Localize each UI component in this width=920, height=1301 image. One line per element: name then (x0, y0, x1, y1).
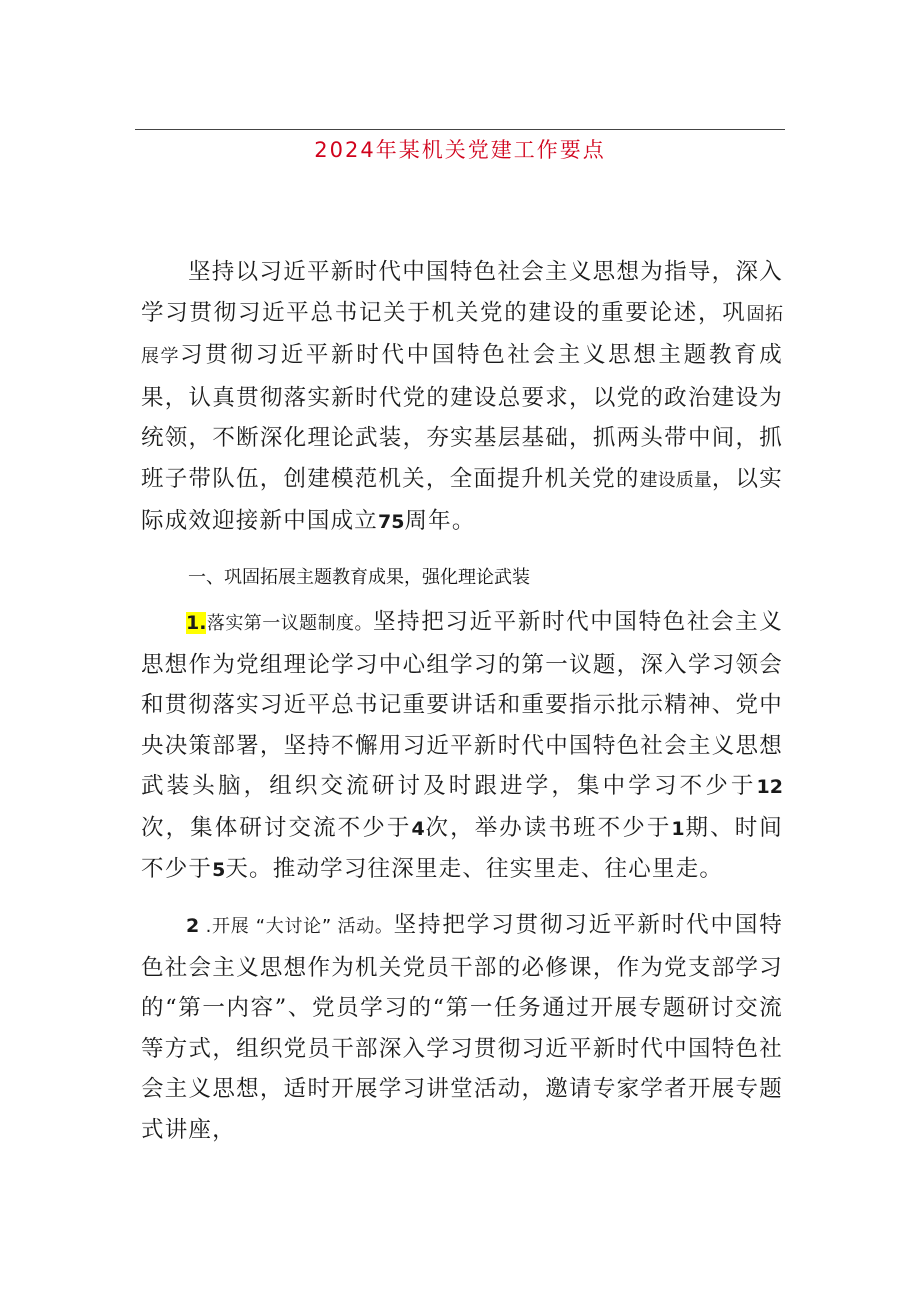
item-1-text-2: 次，集体研讨交流不少于 (141, 814, 412, 841)
item-1-text-5: 天。推动学习往深里走、往实里走、往心里走。 (225, 856, 724, 882)
intro-text-1: 坚持以习近平新时代中国特色社会主义思想为指导，深入学习贯彻习近平总书记关于机关党的建设的重要论述，巩 (141, 259, 783, 326)
intro-text-7: 周年。 (404, 508, 476, 534)
document-title: 2024年某机关党建工作要点 (314, 138, 606, 162)
item-2-lead: .开展 “大讨论” 活动。 (199, 916, 394, 937)
intro-number-75: 75 (378, 511, 405, 533)
item-1-text-4: 期、时间不少于 (141, 814, 783, 882)
item-1-number-12: 12 (756, 776, 783, 798)
section-1-item-1 (141, 602, 783, 891)
item-2-number: 2 (186, 915, 200, 937)
header-rule (135, 129, 785, 130)
item-1-lead: 落实第一议题制度。 (206, 613, 373, 634)
intro-text-2: 固拓展学 (141, 303, 783, 367)
intro-text-4: 建设质量 (639, 469, 712, 491)
intro-text-3: 习贯彻习近平新时代中国特色社会主义思想主题教育成果，认真贯彻落实新时代党的建设总要求，以党的政治建设为统领，不断深化理论武装，夯实基层基础，抓两头带中间，抓班子带队伍，创建模范机关，全面提升机关党的 (141, 342, 783, 492)
section-1-item-2 (141, 905, 783, 1150)
section-1-heading: 一、巩固拓展主题教育成果，强化理论武装 (188, 567, 530, 588)
item-1-number-5: 5 (212, 859, 226, 881)
intro-paragraph (141, 252, 783, 543)
item-1-text-3: 次，举办读书班不少于 (424, 814, 672, 841)
item-2-text: 坚持把学习贯彻习近平新时代中国特色社会主义思想作为机关党员干部的必修课，作为党支部学习的“第一内容”、党员学习的“第一任务通过开展专题研讨交流等方式，组织党员干部深入学习贯彻习近平新时代中国特色社会主义思想，适时开展学习讲堂活动，邀请专家学者开展专题式讲座， (141, 912, 783, 1143)
item-1-number-1: 1 (671, 817, 685, 840)
intro-text-5: ，以实际成效迎接新中国成立 (141, 465, 784, 534)
item-1-text-1: 坚持把习近平新时代中国特色社会主义思想作为党组理论学习中心组学习的第一议题，深入学习领会和贯彻落实习近平总书记重要讲话和重要指示批示精神、党中央决策部署，坚持不懈用习近平新时代中国特色社会主义思想武装头脑，组织交流研讨及时跟进学，集中学习不少于 (141, 609, 784, 799)
item-1-number-4: 4 (411, 817, 425, 840)
item-1-number: 1. (186, 612, 207, 634)
